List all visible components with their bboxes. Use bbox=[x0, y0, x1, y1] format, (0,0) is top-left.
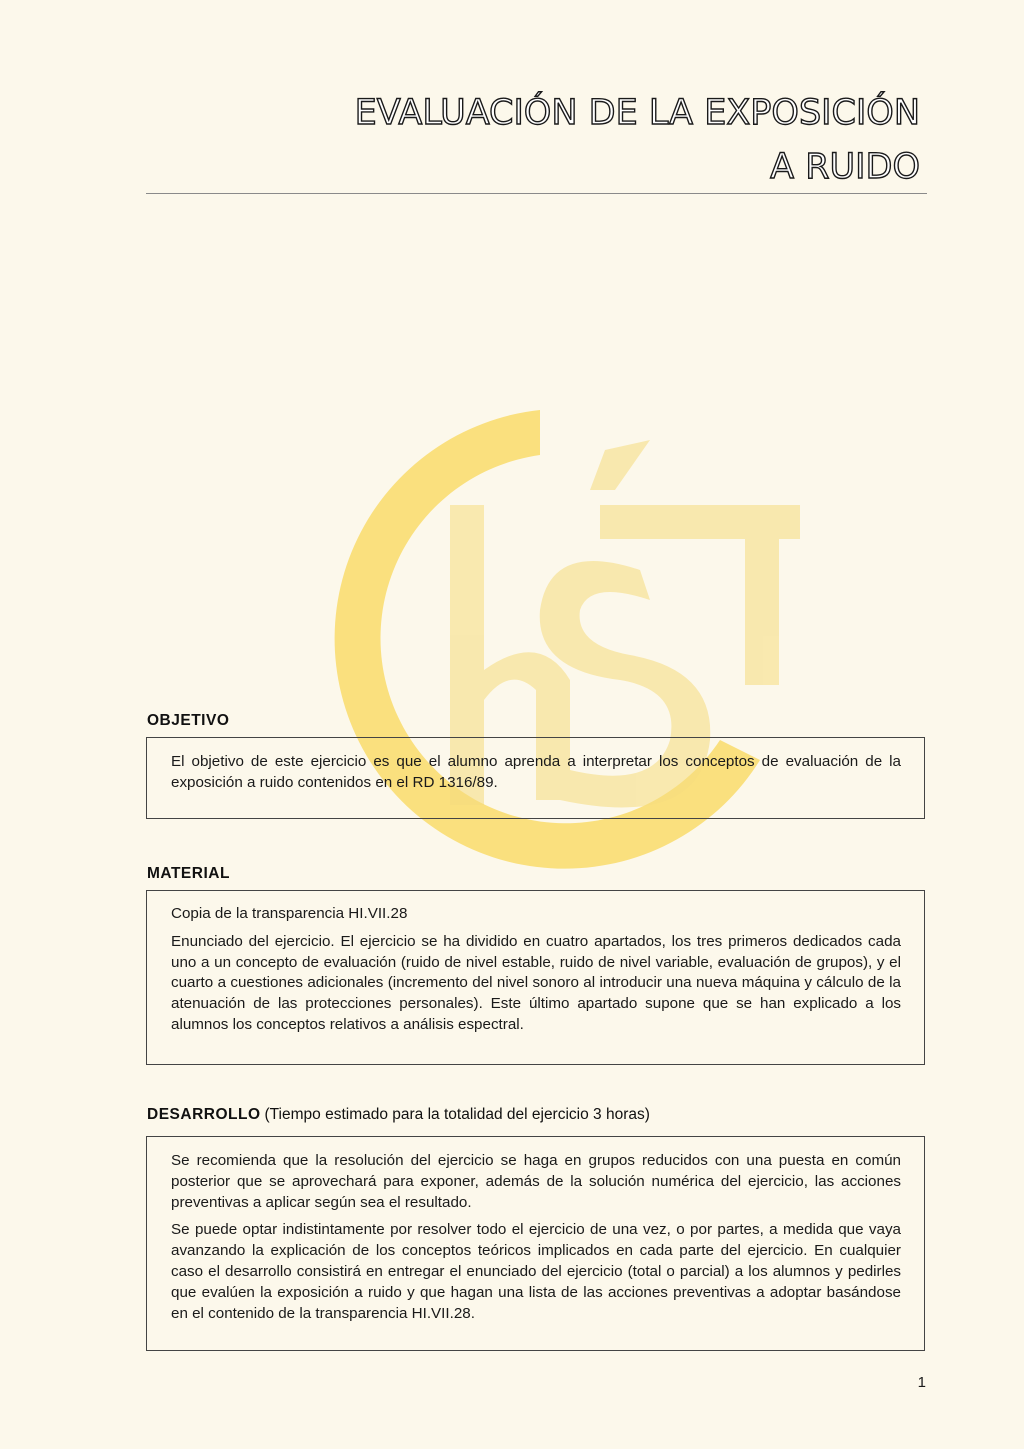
desarrollo-paragraph-1: Se recomienda que la resolución del ejercicio se haga en grupos reducidos con una puesta en común posterior que se aprovechará para exponer, además de la solución numérica del ejercicio, las acciones preventivas a aplicar según sea el resultado. bbox=[171, 1152, 901, 1211]
desarrollo-time-estimate: (Tiempo estimado para la totalidad del ejercicio 3 horas) bbox=[264, 1106, 650, 1123]
page-title-line-2: A RUIDO bbox=[770, 147, 920, 187]
page-title-line-1: EVALUACIÓN DE LA EXPOSICIÓN bbox=[354, 93, 920, 133]
desarrollo-heading-label: DESARROLLO bbox=[147, 1106, 261, 1123]
objetivo-box bbox=[146, 737, 925, 819]
material-paragraph-1: Copia de la transparencia HI.VII.28 bbox=[171, 905, 408, 922]
material-box bbox=[146, 890, 925, 1065]
page-title bbox=[220, 86, 920, 194]
material-heading: MATERIAL bbox=[147, 865, 230, 882]
objetivo-paragraph: El objetivo de este ejercicio es que el alumno aprenda a interpretar los conceptos de evaluación de la exposición a ruido contenidos en el RD 1316/89. bbox=[171, 753, 901, 791]
objetivo-heading: OBJETIVO bbox=[147, 712, 230, 729]
desarrollo-heading bbox=[147, 1106, 650, 1124]
desarrollo-paragraph-2: Se puede optar indistintamente por resolver todo el ejercicio de una vez, o por partes, a medida que vaya avanzando la explicación de los conceptos teóricos implicados en cada parte del ejercicio. En cualquier caso el desarrollo consistirá en entregar el enunciado del ejercicio (total o parcial) a los alumnos y pedirles que evalúen la exposición a ruido y que hagan una lista de las acciones preventivas a adoptar basándose en el contenido de la transparencia HI.VII.28. bbox=[171, 1221, 901, 1322]
material-paragraph-2: Enunciado del ejercicio. El ejercicio se ha dividido en cuatro apartados, los tres primeros dedicados cada uno a un concepto de evaluación (ruido de nivel estable, ruido de nivel variable, evaluación de grupos), y el cuarto a cuestiones adicionales (incremento del nivel sonoro al introducir una nueva máquina y cálculo de la atenuación de las protecciones personales). Este último apartado supone que se han explicado a los alumnos los conceptos relativos a análisis espectral. bbox=[171, 932, 901, 1033]
page-number: 1 bbox=[917, 1374, 926, 1391]
title-divider bbox=[146, 193, 927, 194]
desarrollo-box bbox=[146, 1136, 925, 1351]
